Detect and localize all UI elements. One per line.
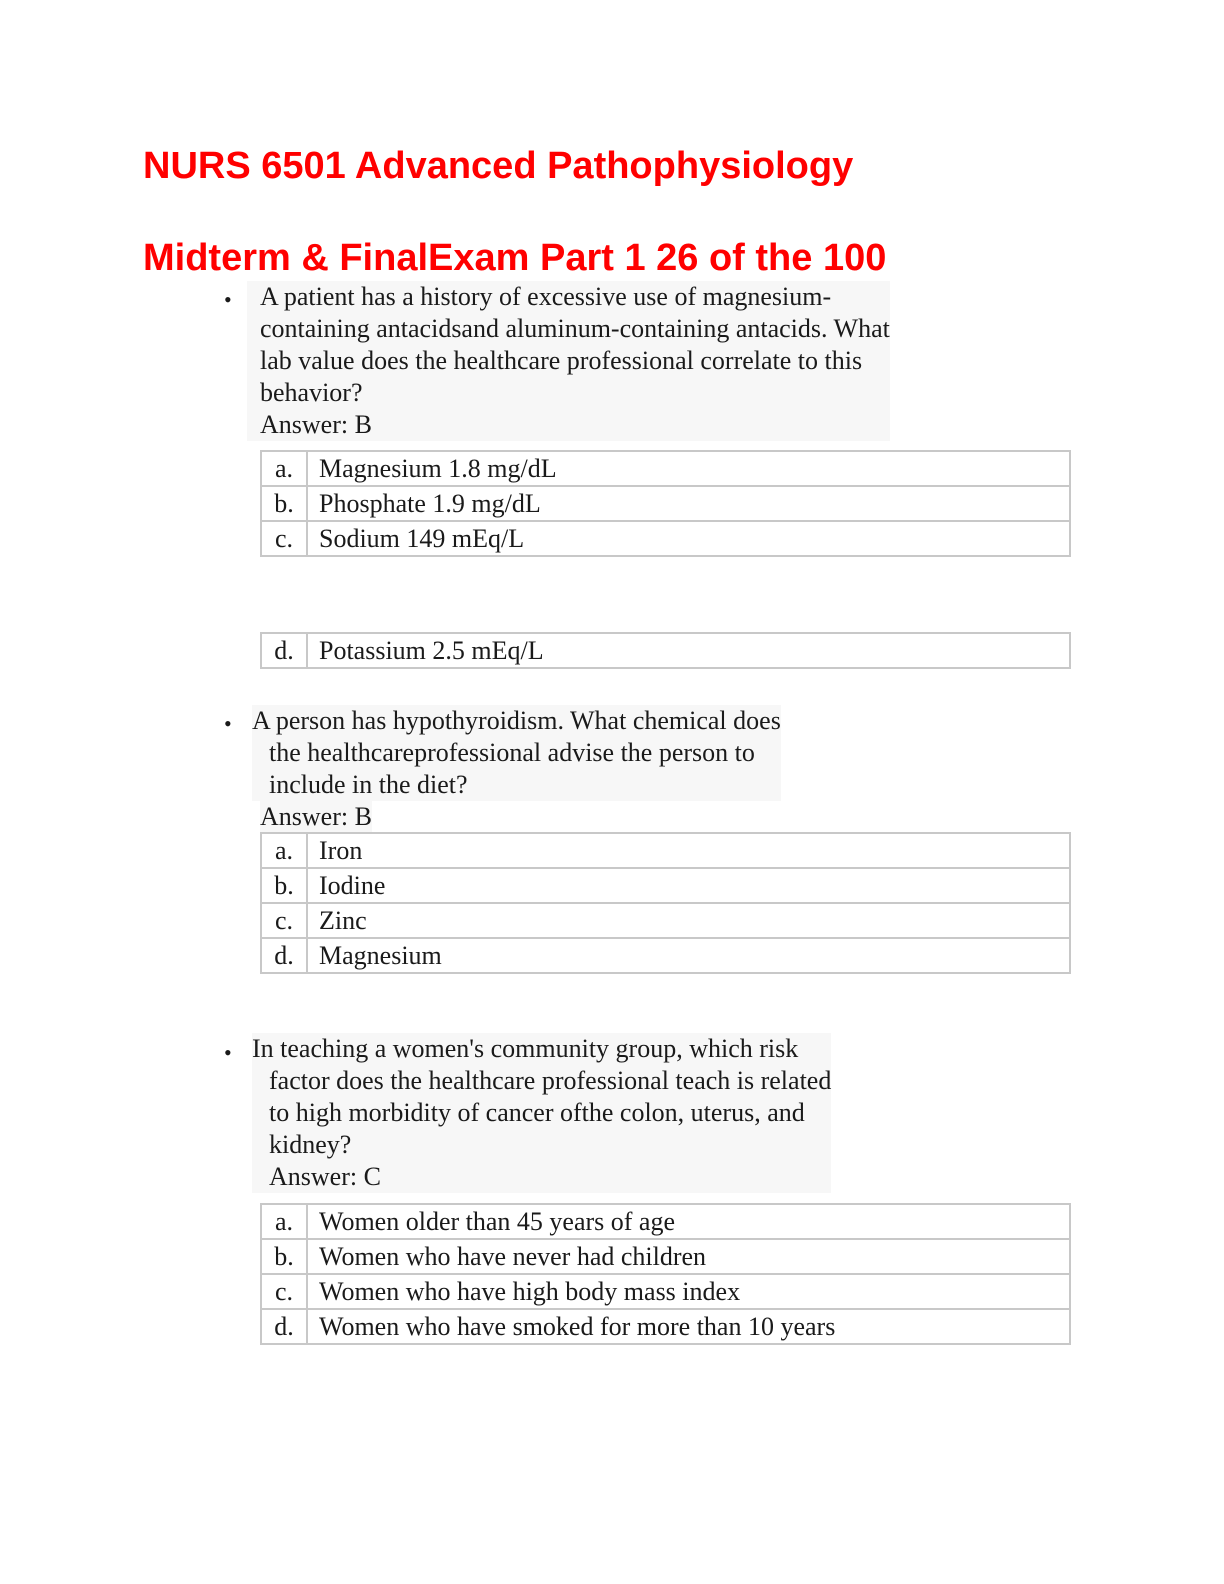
page-title: NURS 6501 Advanced Pathophysiology bbox=[143, 145, 854, 187]
option-text: Iodine bbox=[307, 868, 1070, 903]
option-letter: b. bbox=[261, 486, 307, 521]
option-text: Zinc bbox=[307, 903, 1070, 938]
question-line: to high morbidity of cancer ofthe colon, uterus, and bbox=[269, 1098, 805, 1127]
option-row bbox=[261, 633, 1070, 668]
question-line: lab value does the healthcare professional correlate to this bbox=[260, 346, 863, 375]
option-text: Iron bbox=[307, 833, 1070, 868]
page-subtitle: Midterm & FinalExam Part 1 26 of the 100 bbox=[143, 237, 887, 279]
options-table bbox=[260, 832, 1071, 974]
question-line: the healthcareprofessional advise the person to bbox=[269, 738, 755, 767]
option-text: Women who have smoked for more than 10 years bbox=[307, 1309, 1070, 1344]
question-1-text bbox=[247, 281, 890, 441]
answer-label: Answer: C bbox=[269, 1162, 381, 1191]
option-row bbox=[261, 1309, 1070, 1344]
option-letter: c. bbox=[261, 903, 307, 938]
options-table bbox=[260, 450, 1071, 557]
question-line: containing antacidsand aluminum-containing antacids. What bbox=[260, 314, 890, 343]
option-text: Magnesium 1.8 mg/dL bbox=[307, 451, 1070, 486]
option-letter: d. bbox=[261, 938, 307, 973]
answer-label: Answer: B bbox=[260, 410, 372, 439]
option-row bbox=[261, 833, 1070, 868]
option-text: Women who have never had children bbox=[307, 1239, 1070, 1274]
question-line: include in the diet? bbox=[269, 770, 468, 799]
option-letter: d. bbox=[261, 1309, 307, 1344]
option-row bbox=[261, 451, 1070, 486]
option-letter: b. bbox=[261, 868, 307, 903]
question-line: kidney? bbox=[269, 1130, 352, 1159]
option-text: Women older than 45 years of age bbox=[307, 1204, 1070, 1239]
question-2-text bbox=[252, 705, 781, 801]
option-row bbox=[261, 521, 1070, 556]
option-letter: a. bbox=[261, 833, 307, 868]
answer-label: Answer: B bbox=[260, 802, 372, 831]
option-letter: b. bbox=[261, 1239, 307, 1274]
question-line: behavior? bbox=[260, 378, 363, 407]
option-row bbox=[261, 1274, 1070, 1309]
option-letter: d. bbox=[261, 633, 307, 668]
option-letter: c. bbox=[261, 521, 307, 556]
option-text: Phosphate 1.9 mg/dL bbox=[307, 486, 1070, 521]
question-line: In teaching a women's community group, which risk bbox=[252, 1034, 799, 1063]
option-text: Magnesium bbox=[307, 938, 1070, 973]
option-row bbox=[261, 938, 1070, 973]
option-letter: a. bbox=[261, 451, 307, 486]
options-table-continued bbox=[260, 632, 1071, 669]
question-3-text bbox=[252, 1033, 831, 1193]
option-text: Women who have high body mass index bbox=[307, 1274, 1070, 1309]
option-letter: a. bbox=[261, 1204, 307, 1239]
option-text: Potassium 2.5 mEq/L bbox=[307, 633, 1070, 668]
option-row bbox=[261, 903, 1070, 938]
options-table bbox=[260, 1203, 1071, 1345]
option-row bbox=[261, 486, 1070, 521]
option-row bbox=[261, 868, 1070, 903]
bullet-icon: • bbox=[224, 711, 232, 736]
option-text: Sodium 149 mEq/L bbox=[307, 521, 1070, 556]
option-row bbox=[261, 1239, 1070, 1274]
question-line: A person has hypothyroidism. What chemical does bbox=[252, 706, 781, 735]
bullet-icon: • bbox=[224, 1040, 232, 1065]
option-row bbox=[261, 1204, 1070, 1239]
bullet-icon: • bbox=[224, 287, 232, 312]
option-letter: c. bbox=[261, 1274, 307, 1309]
question-line: factor does the healthcare professional teach is related bbox=[269, 1066, 832, 1095]
question-line: A patient has a history of excessive use of magnesium- bbox=[260, 282, 832, 311]
